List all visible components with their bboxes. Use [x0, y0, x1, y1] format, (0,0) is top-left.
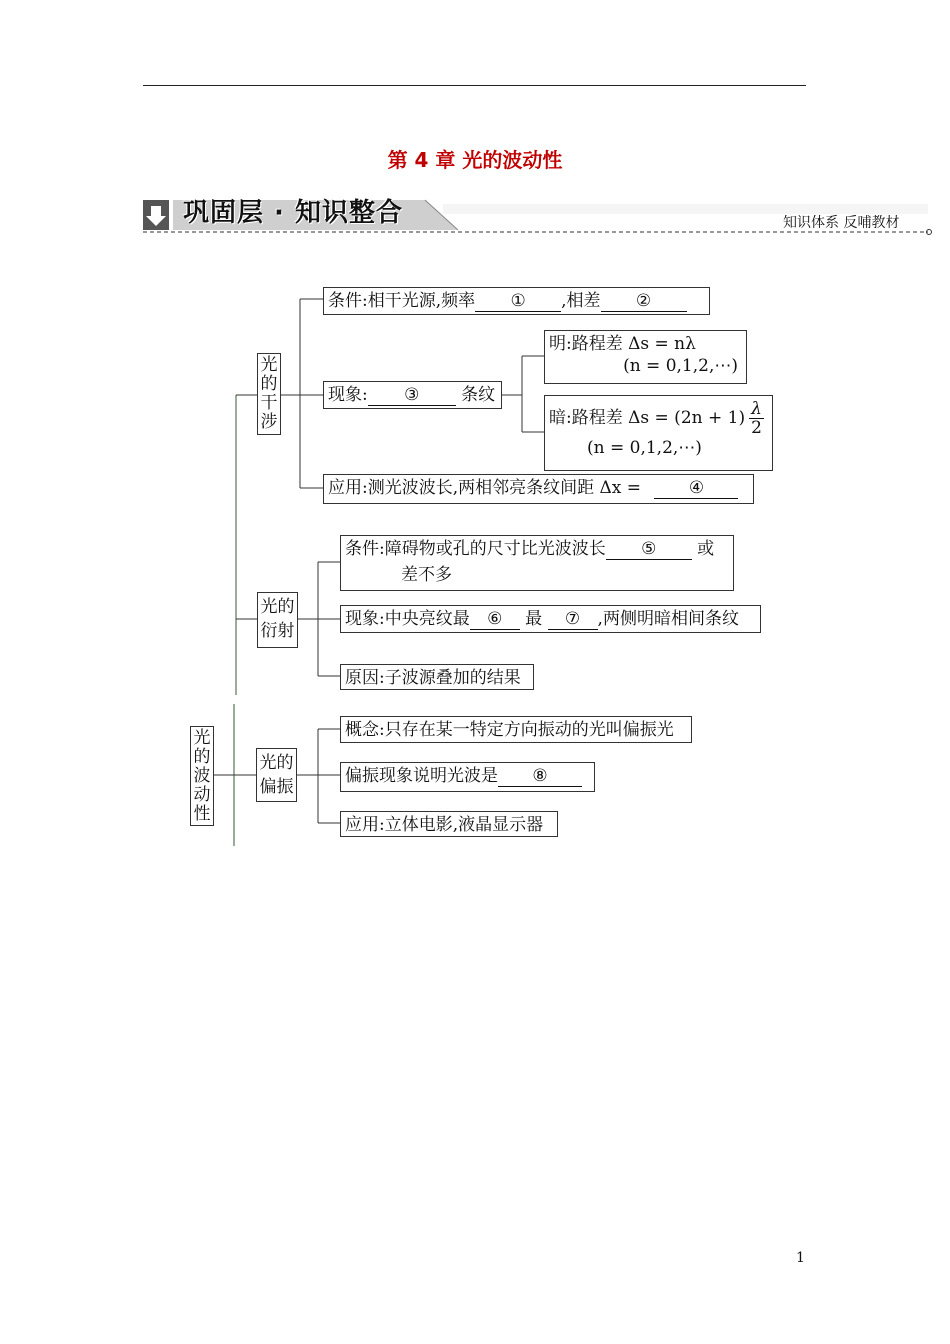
interference-condition: 条件:相干光源,频率 ① ,相差 ② — [323, 287, 710, 315]
root-node: 光的波动性 — [190, 726, 214, 826]
blank-7: ⑦ — [548, 609, 598, 630]
polarization-node: 光的偏振 — [256, 748, 297, 802]
blank-5: ⑤ — [606, 539, 692, 560]
banner-subtitle: 知识体系 反哺教材 — [783, 215, 900, 231]
dark-fringe-condition: 暗:路程差 Δs = (2n + 1) $\frac{\lambda}{2}$ (n = 0,1,2,⋯) — [544, 395, 773, 471]
polarization-application: 应用:立体电影,液晶显示器 — [340, 811, 558, 837]
blank-1: ① — [475, 291, 561, 312]
chapter-title: 第 4 章 光的波动性 — [387, 148, 563, 172]
polarization-explain: 偏振现象说明光波是 ⑧ — [340, 762, 595, 792]
interference-node: 光的干涉 — [257, 353, 281, 435]
blank-6: ⑥ — [470, 609, 520, 630]
bright-fringe-condition: 明:路程差 Δs = nλ (n = 0,1,2,⋯) — [544, 330, 747, 384]
blank-2: ② — [601, 291, 687, 312]
interference-application: 应用:测光波波长,两相邻亮条纹间距 Δx = ④ — [323, 474, 754, 504]
blank-4: ④ — [654, 478, 738, 499]
diffraction-node: 光的衍射 — [257, 592, 298, 648]
diffraction-phenomenon: 现象:中央亮纹最 ⑥ 最 ⑦ ,两侧明暗相间条纹 — [340, 605, 761, 633]
interference-phenomenon: 现象: ③ 条纹 — [323, 381, 502, 409]
diffraction-condition: 条件:障碍物或孔的尺寸比光波波长 ⑤ 或 差不多 — [340, 535, 734, 591]
polarization-concept: 概念:只存在某一特定方向振动的光叫偏振光 — [340, 716, 692, 743]
blank-3: ③ — [368, 385, 456, 406]
page-number: 1 — [796, 1250, 805, 1266]
diffraction-cause: 原因:子波源叠加的结果 — [340, 664, 534, 690]
blank-8: ⑧ — [498, 766, 582, 787]
banner-title: 巩固层 · 知识整合 — [183, 198, 403, 228]
